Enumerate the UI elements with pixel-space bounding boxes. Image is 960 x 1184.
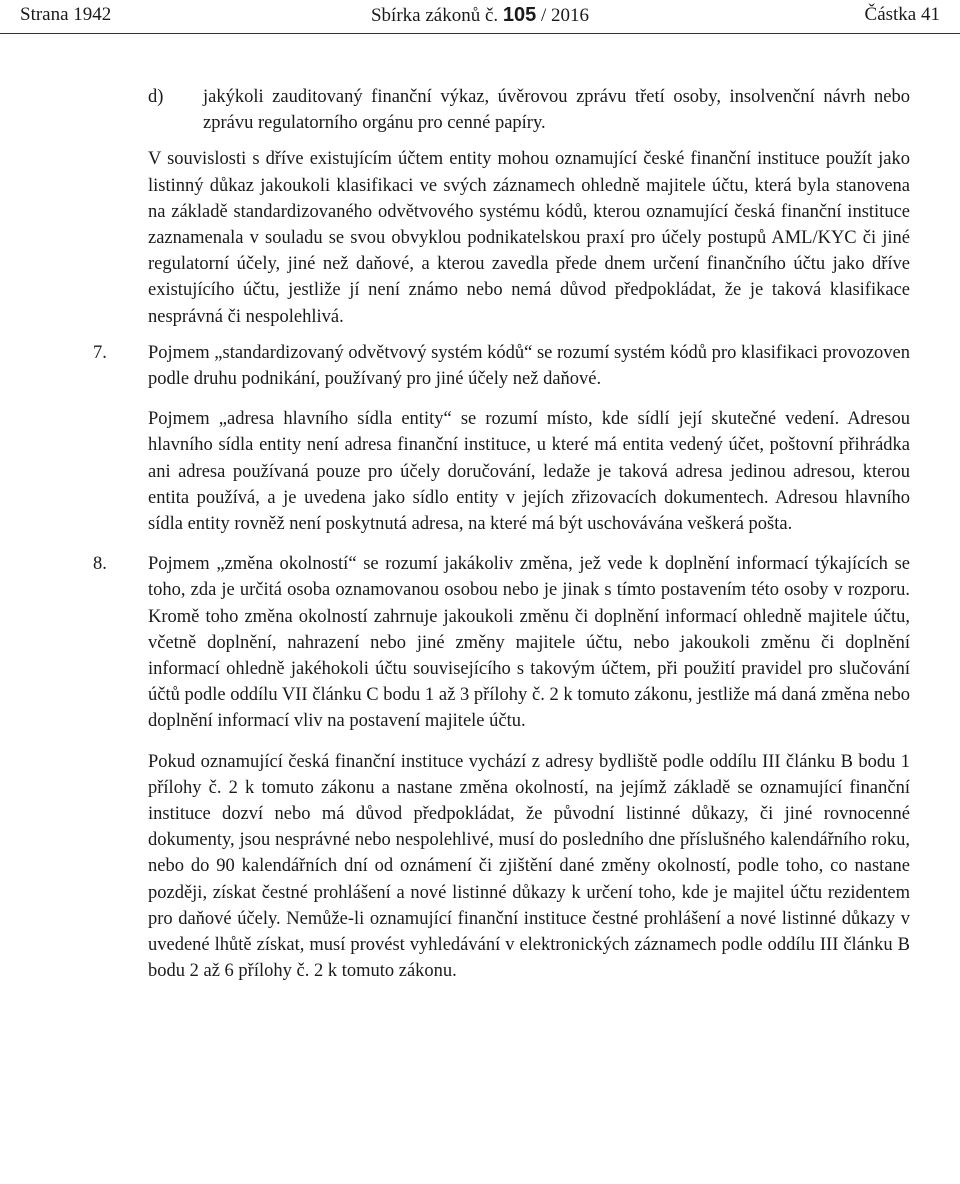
section-8-paragraph-2: Pokud oznamující česká finanční instituce vychází z adresy bydliště podle oddílu III článku B bodu 1 přílohy č. 2 k tomuto zákonu a nastane změna okolností, na jejímž základě se oznamující finanční instituce dozví nebo má důvod předpokládat, že původní listinné důkazy, či jiné rovnocenné dokumenty, jsou nesprávné nebo nespolehlivé, musí do posledního dne příslušného kalendářního roku, nebo do 90 kalendářních dní od oznámení či zjištění dané změny okolností, podle toho, co nastane později, získat čestné prohlášení a nové listinné důkazy k určení toho, kde je majitel účtu rezidentem pro daňové účely. Nemůže-li oznamující finanční instituce čestné prohlášení a nové listinné důkazy v uvedené lhůtě získat, musí provést vyhledávání v elektronických záznamech podle oddílu III článku B bodu 2 až 6 přílohy č. 2 k tomuto zákonu. [148,751,910,982]
list-item-label: d) [148,87,164,107]
section-text: Pojmem „změna okolností“ se rozumí jakákoliv změna, jež vede k doplnění informací týkajících se toho, zda je určitá osoba oznamovanou osobou nebo je jinak s tímto postavením této osoby v rozporu. Kromě toho změna okolností zahrnuje jakoukoli změnu či doplnění informací ohledně majitele účtu, včetně doplnění, nahrazení nebo jiné změny majitele účtu, nebo jakoukoli změnu či doplnění informací ohledně jakéhokoli účtu souvisejícího s takovým účtem, při použití pravidel pro slučování účtů podle oddílu VII článku C bodu 1 až 3 přílohy č. 2 k tomuto zákonu, jestliže má daná změna nebo doplnění informací vliv na postavení majitele účtu. [148,554,910,732]
law-number: 105 [502,4,537,26]
collection-title [0,0,960,31]
section-number: 8. [93,554,107,575]
document-body [0,84,960,985]
section-7-paragraph-2: Pojmem „adresa hlavního sídla entity“ se rozumí místo, kde sídlí její skutečné vedení. Adresou hlavního sídla entity není adresa finanční instituce, u které má entita vedený účet, poštovní přihrádka ani adresa používaná pouze pro účely doručování, ledaže je taková adresa jedinou adresou, kterou entita používá, a je uvedena jako sídlo entity v jejích zřizovacích dokumentech. Adresou hlavního sídla entity rovněž není poskytnutá adresa, na které má být uschovávána veškerá pošta. [148,409,910,535]
issue-number: Částka 41 [864,4,940,25]
list-item-text: jakýkoli zauditovaný finanční výkaz, úvěrovou zprávu třetí osoby, insolvenční návrh nebo zprávu regulatorního orgánu pro cenné papíry. [203,87,910,134]
header-rule [0,33,960,34]
section-number: 7. [93,342,107,363]
paragraph-existing-account: V souvislosti s dříve existujícím účtem entity mohou oznamující české finanční instituce použít jako listinný důkaz jakoukoli klasifikaci ve svých záznamech ohledně majitele účtu, která byla stanovena na základě standardizovaného odvětvového systému kódů, kterou oznamující česká finanční instituce zaznamenala v souladu se svou obvyklou podnikatelskou praxí pro účely postupů AML/KYC či jiné regulatorní účely, jiné než daňové, a kterou zavedla přede dnem určení finančního účtu jako dříve existujícího účtu, jestliže jí není známo nebo nemá důvod předpokládat, že je taková klasifikace nesprávná či nespolehlivá. [148,149,910,327]
list-item-d [148,84,910,136]
page-number: Strana 1942 [20,4,112,25]
collection-label: Sbírka zákonů č. [370,5,499,26]
section-7-paragraph-1 [93,340,910,392]
law-year: / 2016 [541,5,590,26]
section-8-paragraph-1 [93,551,910,734]
page-header [0,0,960,34]
section-text: Pojmem „standardizovaný odvětvový systém kódů“ se rozumí systém kódů pro klasifikaci provozoven podle druhu podnikání, používaný pro jiné účely než daňové. [148,342,910,390]
